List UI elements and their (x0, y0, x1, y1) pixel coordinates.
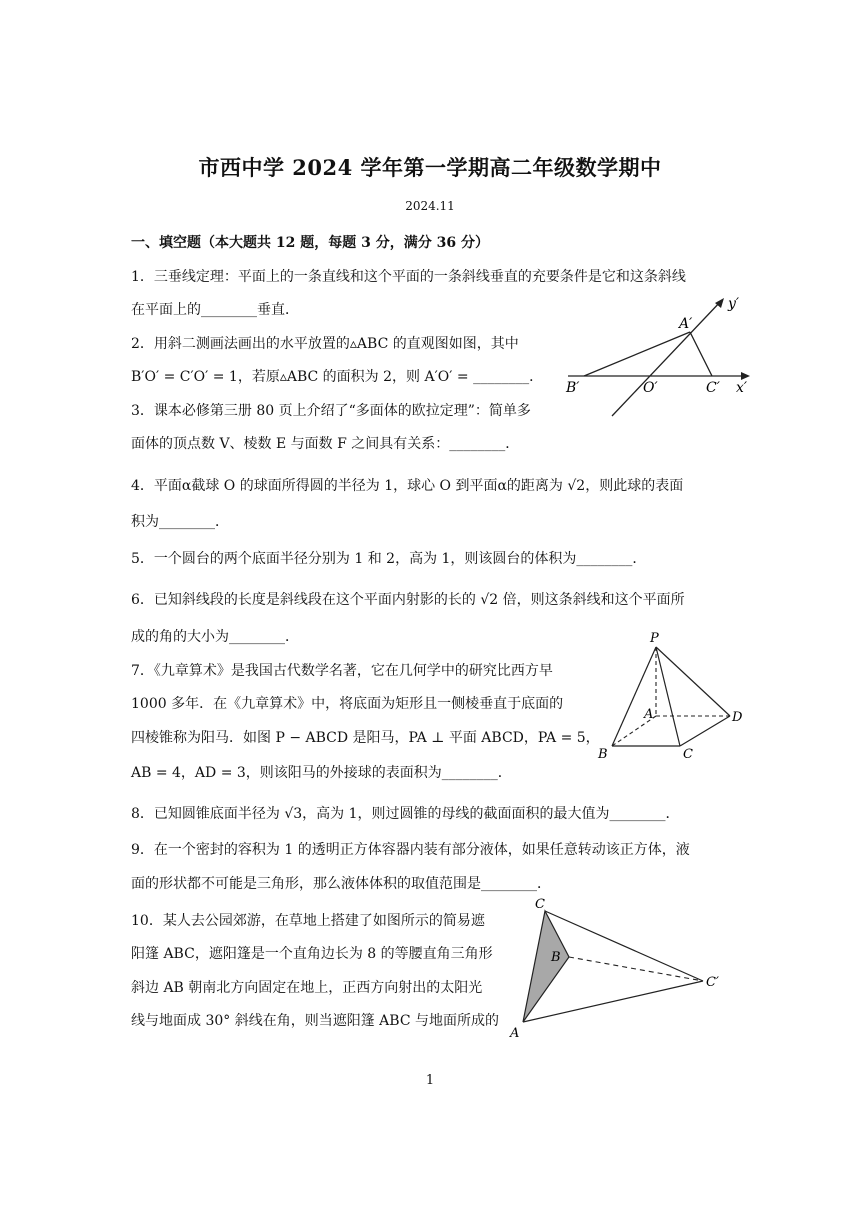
label-b-prime: B′ (566, 380, 580, 396)
edge-pd (656, 647, 730, 716)
question-3-line-2: 面体的顶点数 V、棱数 E 与面数 F 之间具有关系：________． (131, 436, 520, 452)
question-1-line-2: 在平面上的________垂直． (131, 302, 299, 318)
page-number: 1 (425, 1073, 435, 1088)
question-1-line-1: 1．三垂线定理：平面上的一条直线和这个平面的一条斜线垂直的充要条件是它和这条斜线 (131, 269, 686, 285)
exam-date: 2024.11 (405, 199, 455, 213)
label-d: D (732, 710, 743, 725)
question-5: 5．一个圆台的两个底面半径分别为 1 和 2，高为 1，则该圆台的体积为________． (131, 551, 647, 567)
shaded-sunshade-face (523, 911, 569, 1022)
question-9-line-1: 9．在一个密封的容积为 1 的透明正方体容器内装有部分液体，如果任意转动该正方体，液 (131, 842, 690, 858)
page-title: 市西中学 2024 学年第一学期高二年级数学期中 (198, 155, 662, 180)
label-b: B (598, 747, 608, 762)
question-7-line-3: 四棱锥称为阳马．如图 P − ABCD 是阳马，PA ⊥ 平面 ABCD，PA = 5， (131, 730, 600, 746)
label-c-prime: C′ (706, 380, 720, 396)
question-10-line-4: 线与地面成 30° 斜线在角，则当遮阳篷 ABC 与地面所成的 (131, 1013, 499, 1029)
question-4-line-1: 4．平面α截球 O 的球面所得圆的半径为 1，球心 O 到平面α的距离为 √2，则此球的表面 (131, 478, 684, 494)
label-y-axis: y′ (728, 296, 740, 312)
question-10-line-1: 10．某人去公园郊游，在草地上搭建了如图所示的简易遮 (131, 913, 485, 929)
label-b: B (551, 950, 561, 965)
segment-a-c (690, 332, 712, 376)
sunshade-figure (505, 895, 735, 1043)
question-6-line-1: 6．已知斜线段的长度是斜线段在这个平面内射影的长的 √2 倍，则这条斜线和这个平面所 (131, 592, 685, 608)
label-c: C (535, 897, 545, 912)
edge-pc (656, 647, 680, 746)
label-a-prime: A′ (679, 316, 693, 332)
edge-c-cprime (545, 911, 703, 981)
label-p: P (650, 631, 659, 646)
section-heading: 一、填空题（本大题共 12 题，每题 3 分，满分 36 分） (131, 235, 489, 251)
question-9-line-2: 面的形状都不可能是三角形，那么液体体积的取值范围是________． (131, 876, 551, 892)
question-10-line-3: 斜边 AB 朝南北方向固定在地上，正西方向射出的太阳光 (131, 980, 483, 996)
label-a: A (510, 1026, 520, 1041)
question-4-line-2: 积为________． (131, 514, 229, 530)
question-2-line-2: B′O′ = C′O′ = 1，若原▵ABC 的面积为 2，则 A′O′ = ________． (131, 369, 544, 385)
question-10-line-2: 阳篷 ABC，遮阳篷是一个直角边长为 8 的等腰直角三角形 (131, 946, 493, 962)
x-axis-arrow-icon (741, 372, 750, 380)
segment-b-a (584, 332, 690, 376)
edge-cd (680, 716, 730, 746)
question-2-line-1: 2．用斜二测画法画出的水平放置的▵ABC 的直观图如图，其中 (131, 336, 519, 352)
label-c: C (683, 747, 693, 762)
edge-b-cprime (569, 957, 703, 981)
edge-a-cprime (523, 981, 703, 1022)
label-o-prime: O′ (643, 380, 658, 396)
oblique-projection-figure (560, 292, 760, 422)
label-x-axis: x′ (736, 380, 748, 396)
question-7-line-2: 1000 多年．在《九章算术》中，将底面为矩形且一侧棱垂直于底面的 (131, 696, 564, 712)
pyramid-figure (592, 628, 752, 766)
label-c-prime: C′ (706, 975, 719, 990)
question-6-line-2: 成的角的大小为________． (131, 629, 299, 645)
question-3-line-1: 3．课本必修第三册 80 页上介绍了“多面体的欧拉定理”：简单多 (131, 403, 531, 419)
question-8: 8．已知圆锥底面半径为 √3，高为 1，则过圆锥的母线的截面面积的最大值为________． (131, 806, 680, 822)
label-a: A (644, 707, 654, 722)
question-7-line-1: 7．《九章算术》是我国古代数学名著，它在几何学中的研究比西方早 (131, 663, 553, 679)
question-7-line-4: AB = 4，AD = 3，则该阳马的外接球的表面积为________． (131, 765, 512, 781)
edge-pb (612, 647, 656, 746)
